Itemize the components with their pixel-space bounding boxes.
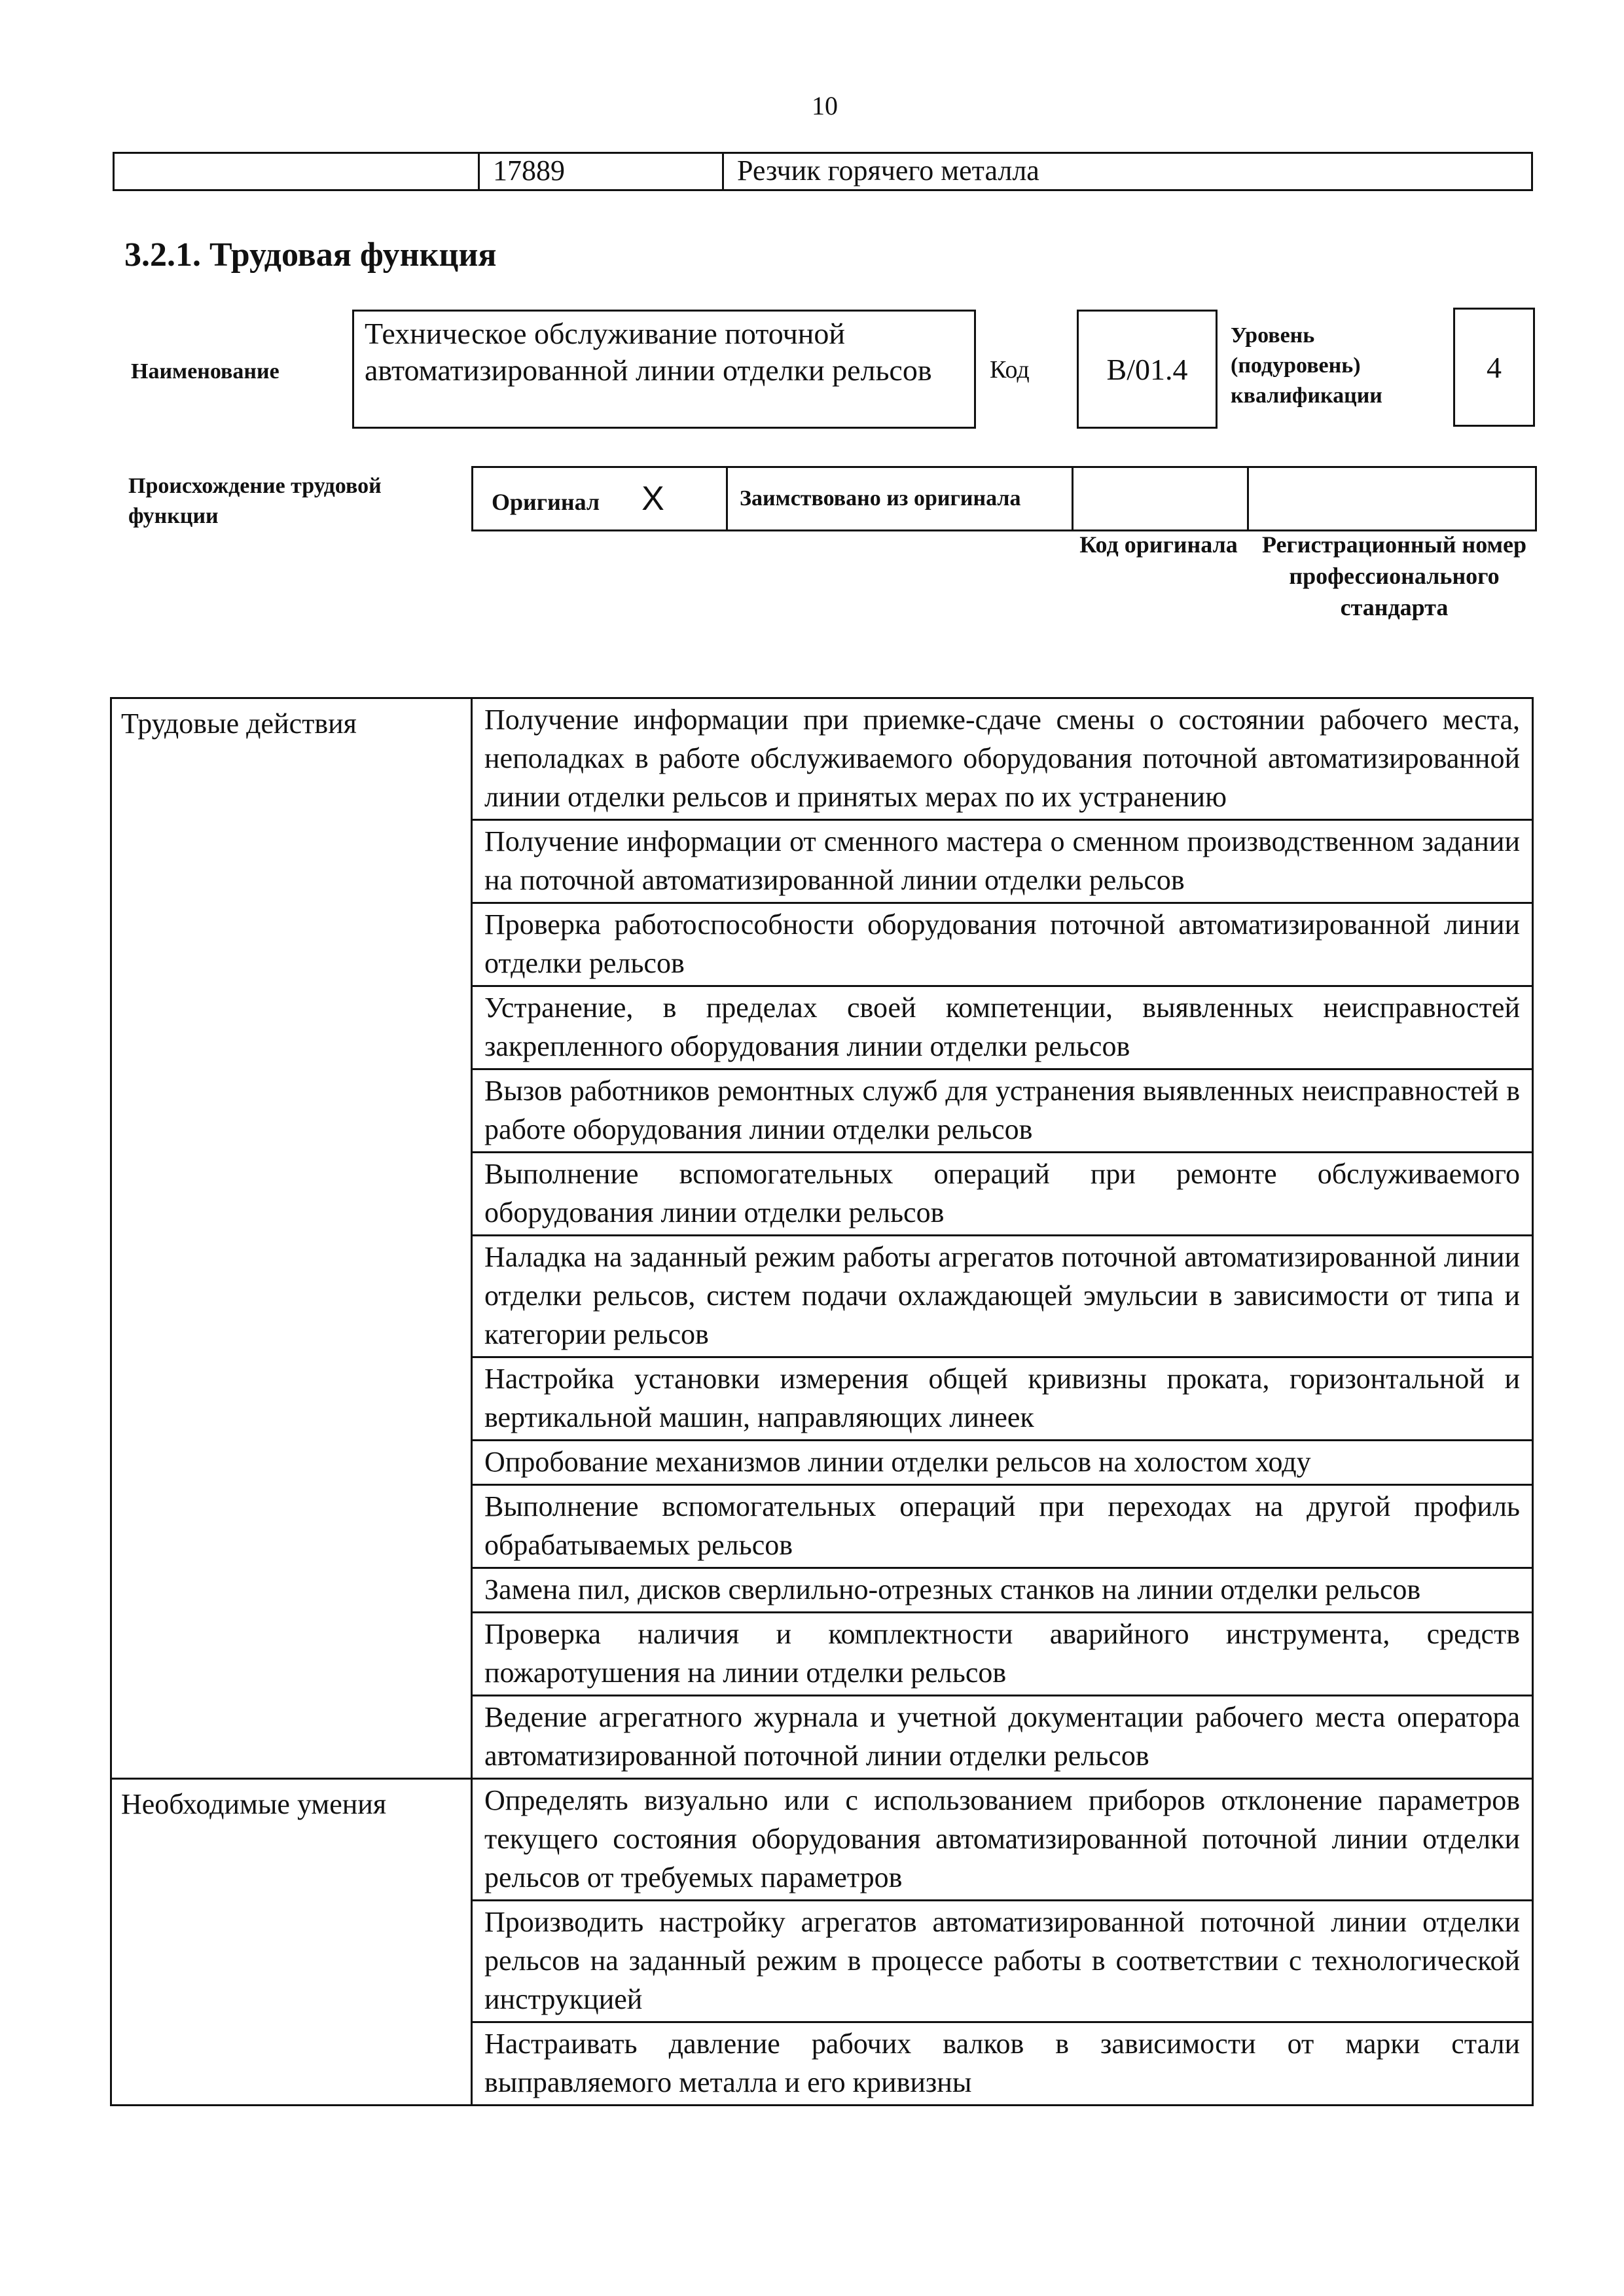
table-row	[111, 698, 1533, 820]
list-item: Выполнение вспомогательных операций при ремонте обслуживаемого оборудования линии отделки рельсов	[472, 1153, 1533, 1236]
occupation-empty-cell	[114, 153, 479, 190]
skills-section	[111, 1779, 1533, 2106]
list-item: Проверка работоспособности оборудования поточной автоматизированной линии отделки рельсов	[472, 903, 1533, 986]
origin-code-caption: Код оригинала	[1079, 531, 1238, 558]
list-item: Определять визуально или с использованием приборов отклонение параметров текущего состояния оборудования автоматизированной поточной линии отделки рельсов от требуемых параметров	[472, 1779, 1533, 1901]
list-item: Производить настройку агрегатов автоматизированной поточной линии отделки рельсов на заданный режим в процессе работы в соответствии с технологической инструкцией	[472, 1901, 1533, 2022]
list-item: Настраивать давление рабочих валков в зависимости от марки стали выправляемого металла и его кривизны	[472, 2022, 1533, 2106]
borrowed-cell	[727, 467, 1073, 531]
table-row	[111, 1779, 1533, 1901]
origin-label: Происхождение трудовой функции	[128, 474, 382, 528]
qualification-level: 4	[1453, 308, 1535, 427]
origin-code-cell	[1073, 467, 1248, 531]
origin-reg-caption: Регистрационный номер профессионального стандарта	[1261, 531, 1527, 620]
occupation-code: 17889	[479, 153, 723, 190]
list-item: Замена пил, дисков сверлильно-отрезных станков на линии отделки рельсов	[472, 1568, 1533, 1613]
section-title: 3.2.1. Трудовая функция	[124, 236, 497, 274]
borrowed-label: Заимствовано из оригинала	[740, 486, 1021, 511]
list-item: Получение информации при приемке-сдаче смены о состоянии рабочего места, неполадках в работе обслуживаемого оборудования поточной автоматизированной линии отделки рельсов и принятых мерах по их устранению	[472, 698, 1533, 820]
origin-reg-cell	[1248, 467, 1536, 531]
page-number: 10	[812, 91, 838, 120]
original-mark: X	[641, 480, 664, 518]
labor-actions-section	[111, 698, 1533, 1779]
function-name: Техническое обслуживание поточной автоматизированной линии отделки рельсов	[352, 310, 976, 429]
origin-table	[471, 466, 1537, 531]
list-item: Выполнение вспомогательных операций при переходах на другой профиль обрабатываемых рельсов	[472, 1485, 1533, 1568]
function-details-table	[110, 697, 1534, 2106]
occupation-title: Резчик горячего металла	[723, 153, 1532, 190]
list-item: Устранение, в пределах своей компетенции, выявленных неисправностей закрепленного оборудования линии отделки рельсов	[472, 986, 1533, 1069]
list-item: Получение информации от сменного мастера о сменном производственном задании на поточной автоматизированной линии отделки рельсов	[472, 820, 1533, 903]
list-item: Вызов работников ремонтных служб для устранения выявленных неисправностей в работе оборудования линии отделки рельсов	[472, 1069, 1533, 1153]
occupation-row	[113, 152, 1533, 191]
code-label: Код	[990, 356, 1030, 384]
list-item: Проверка наличия и комплектности аварийного инструмента, средств пожаротушения на линии отделки рельсов	[472, 1613, 1533, 1696]
list-item: Настройка установки измерения общей кривизны проката, горизонтальной и вертикальной машин, направляющих линеек	[472, 1357, 1533, 1441]
name-label: Наименование	[131, 359, 280, 384]
original-label: Оригинал	[492, 489, 600, 515]
list-item: Ведение агрегатного журнала и учетной документации рабочего места оператора автоматизированной поточной линии отделки рельсов	[472, 1696, 1533, 1779]
labor-actions-label: Трудовые действия	[111, 698, 472, 1779]
level-label: Уровень (подуровень) квалификации	[1231, 323, 1382, 408]
function-code: B/01.4	[1077, 310, 1218, 429]
list-item: Опробование механизмов линии отделки рельсов на холостом ходу	[472, 1441, 1533, 1485]
skills-label: Необходимые умения	[111, 1779, 472, 2106]
list-item: Наладка на заданный режим работы агрегатов поточной автоматизированной линии отделки рельсов, систем подачи охлаждающей эмульсии в зависимости от типа и категории рельсов	[472, 1236, 1533, 1357]
original-cell	[473, 467, 727, 531]
